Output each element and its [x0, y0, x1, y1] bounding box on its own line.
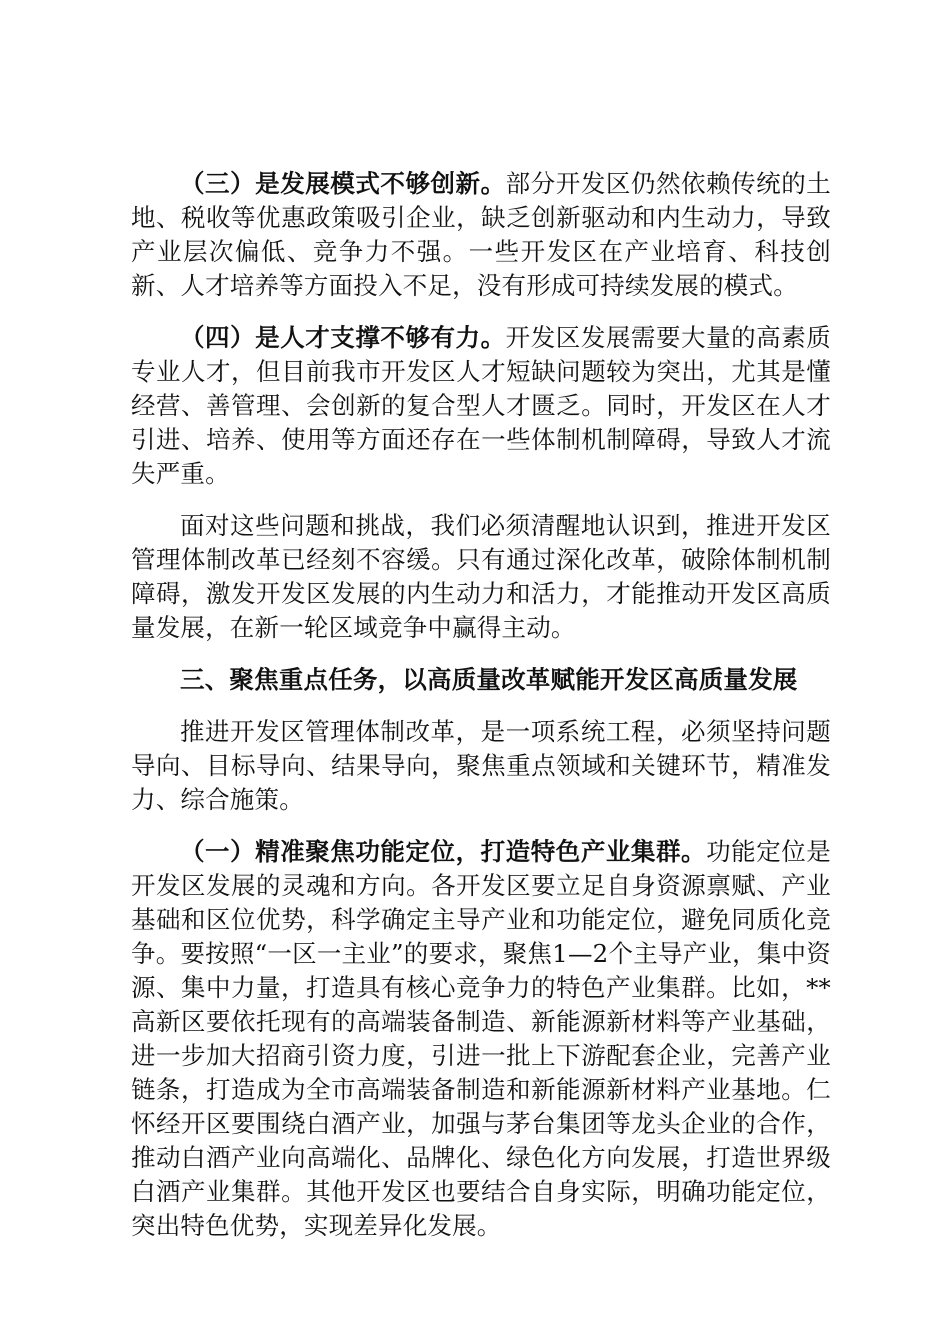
paragraph-body: 功能定位是开发区发展的灵魂和方向。各开发区要立足自身资源禀赋、产业基础和区位优势，科学确定主导产业和功能定位，避免同质化竞争。要按照“一区一主业”的要求，聚焦1—2个主导产业，集中资源、集中力量，打造具有核心竞争力的特色产业集群。比如，**高新区要依托现有的高端装备制造、新能源新材料等产业基础，进一步加大招商引资力度，引进一批上下游配套企业，完善产业链条，打造成为全市高端装备制造和新能源新材料产业基地。仁怀经开区要围绕白酒产业，加强与茅台集团等龙头企业的合作，推动白酒产业向高端化、品牌化、绿色化方向发展，打造世界级白酒产业集群。其他开发区也要结合自身实际，明确功能定位，突出特色优势，实现差异化发展。 [131, 837, 832, 1240]
paragraph-function-positioning [131, 835, 831, 1243]
paragraph-body: 开发区发展需要大量的高素质专业人才，但目前我市开发区人才短缺问题较为突出，尤其是懂经营、善管理、会创新的复合型人才匮乏。同时，开发区在人才引进、培养、使用等方面还存在一些体制机制障碍，导致人才流失严重。 [131, 323, 831, 488]
paragraph-body: 部分开发区仍然依赖传统的土地、税收等优惠政策吸引企业，缺乏创新驱动和内生动力，导致产业层次偏低、竞争力不强。一些开发区在产业培育、科技创新、人才培养等方面投入不足，没有形成可持续发展的模式。 [131, 169, 831, 300]
document-page [131, 167, 831, 1261]
paragraph-body: 推进开发区管理体制改革，是一项系统工程，必须坚持问题导向、目标导向、结果导向，聚焦重点领域和关键环节，精准发力、综合施策。 [131, 717, 831, 814]
paragraph-lead: （一）精准聚焦功能定位，打造特色产业集群。 [180, 837, 707, 866]
paragraph-body: 面对这些问题和挑战，我们必须清醒地认识到，推进开发区管理体制改革已经刻不容缓。只有通过深化改革，破除体制机制障碍，激发开发区发展的内生动力和活力，才能推动开发区高质量发展，在新一轮区域竞争中赢得主动。 [131, 511, 831, 642]
paragraph-talent-support [131, 321, 831, 491]
paragraph-development-model [131, 167, 831, 303]
paragraph-lead: （三）是发展模式不够创新。 [180, 169, 506, 198]
paragraph-system-engineering [131, 715, 831, 817]
section-heading: 三、聚焦重点任务，以高质量改革赋能开发区高质量发展 [180, 665, 798, 694]
paragraph-lead: （四）是人才支撑不够有力。 [180, 323, 506, 352]
paragraph-challenges [131, 509, 831, 645]
